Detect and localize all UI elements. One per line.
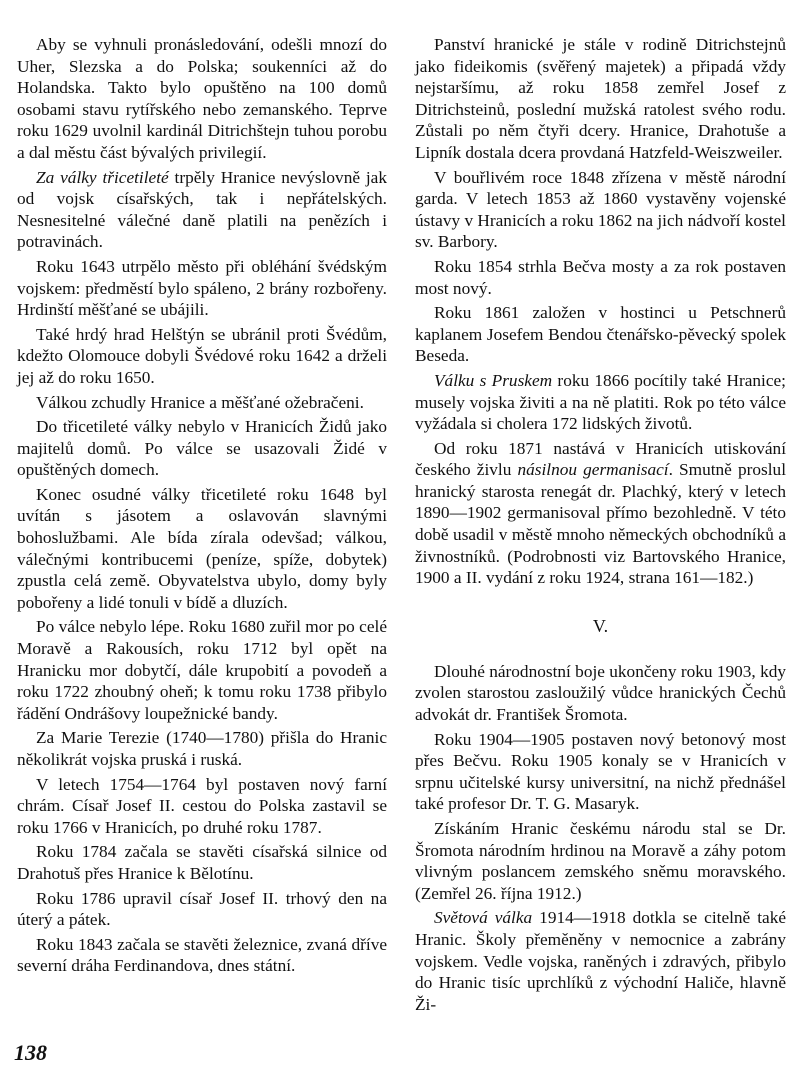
paragraph-text: trpěly Hranice nevýslovně jak od vojsk císařských, tak i nepřátelských. Nesnesitelné válečné daně platili na penězích i potravinách. — [17, 167, 387, 252]
paragraph — [415, 438, 786, 589]
paragraph — [17, 167, 387, 253]
paragraph: Aby se vyhnuli pronásledování, odešli mnozí do Uher, Slezska a do Polska; soukenníci až do Holandska. Takto bylo opuštěno na 100 domů osobami stavu rytířského nebo zemanského. Teprve roku 1629 uvolnil kardinál Ditrichštejn tuhou porobu a dal městu část bývalých privilegií. — [17, 35, 387, 162]
paragraph-text: . Smutně proslul hranický starosta renegát dr. Plachký, který v letech 1890—1902 germanisoval přímo bezohledně. V této době usadil v městě mnoho německých obchodníků a živnostníků. (Podrobnosti viz Bartovského Hranice, 1900 a II. vydání z roku 1924, strana 161—182.) — [415, 460, 786, 588]
paragraph: Válkou zchudly Hranice a měšťané ožebračeni. — [36, 392, 364, 412]
paragraph: V letech 1754—1764 byl postaven nový farní chrám. Císař Josef II. cestou do Polska zastavil se roku 1766 v Hranicích, po druhé roku 1787. — [17, 774, 387, 837]
paragraph: Roku 1904—1905 postaven nový betonový most přes Bečvu. Roku 1905 konaly se v Hranicích v srpnu učitelské kursy universitní, na nichž přednášel také profesor Dr. T. G. Masaryk. — [415, 729, 786, 814]
paragraph-text: 1914—1918 dotkla se citelně také Hranic. Školy přeměněny v nemocnice a zabrány vojskem. Vedle vojska, raněných i zdravých, přibylo do Hranic tisíc uprchlíků z východní Haliče, hlavně Ži- — [415, 908, 787, 1014]
paragraph-text: roku 1866 pocítily také Hranice; musely vojska živiti a na ně platiti. Rok po této válce vyžádala si cholera 172 lidských životů. — [415, 370, 786, 434]
paragraph: Roku 1854 strhla Bečva mosty a za rok postaven most nový. — [415, 256, 786, 298]
paragraph — [415, 907, 786, 1015]
paragraph: Do třicetileté války nebylo v Hranicích Židů jako majitelů domů. Po válce se usazovali Židé v opuštěných domech. — [17, 417, 387, 480]
italic-phrase: násilnou germanisací — [517, 460, 669, 480]
paragraph: V bouřlivém roce 1848 zřízena v městě národní garda. V letech 1853 až 1860 vystavěny vojenské ústavy v Hranicích a roku 1862 na jich nádvoří kostel sv. Barbory. — [415, 167, 786, 252]
paragraph: Roku 1843 začala se stavěti železnice, zvaná dříve severní dráha Ferdinandova, dnes státní. — [17, 934, 387, 976]
paragraph: Roku 1643 utrpělo město při obléhání švédským vojskem: předměstí bylo spáleno, 2 brány rozbořeny. Hrdinští měšťané se ubájili. — [17, 256, 387, 320]
paragraph: Konec osudné války třicetileté roku 1648 byl uvítán s jásotem a oslavován slavnými bohoslužbami. Ale bída zírala odevšad; válkou, válečnými kontribucemi (peníze, spíže, dobytek) zpustla celá země. Obyvatelstva ubylo, domy byly pobořeny a lidé tonuli v bídě a dluzích. — [17, 484, 387, 612]
right-column — [415, 34, 786, 1018]
italic-lead: Za války třicetileté — [36, 167, 169, 187]
paragraph: Dlouhé národnostní boje ukončeny roku 1903, kdy zvolen starostou zasloužilý vůdce hranických Čechů advokát dr. František Šromota. — [415, 661, 786, 725]
section-heading: V. — [592, 615, 609, 636]
paragraph — [415, 370, 786, 435]
paragraph: Roku 1786 upravil císař Josef II. trhový den na úterý a pátek. — [17, 888, 387, 930]
page-number: 138 — [14, 1040, 47, 1065]
paragraph: Panství hranické je stále v rodině Ditrichstejnů jako fideikomis (svěřený majetek) a připadá vždy nejstaršímu, až roku 1858 zemřel Josef z Ditrichsteinů, poslední mužská ratolest svého rodu. Zůstali po něm čtyři dcery. Hranice, Drahotuše a Lipník dostala dcera provdaná Hatzfeld-Weiszweiler. — [415, 35, 786, 162]
italic-lead: Válku s Pruskem — [434, 370, 553, 390]
left-column — [17, 34, 387, 980]
italic-lead: Světová válka — [434, 908, 533, 928]
paragraph: Také hrdý hrad Helštýn se ubránil proti Švédům, kdežto Olomouce dobyli Švédové roku 1642 a drželi jej až do roku 1650. — [17, 324, 387, 387]
paragraph: Po válce nebylo lépe. Roku 1680 zuřil mor po celé Moravě a Rakousích, roku 1712 byl opět na Hranicku mor dobytčí, dále krupobití a povodeň a roku 1722 zhoubný oheň; k tomu roku 1738 přibylo řádění Ondrášovy loupežnické bandy. — [17, 617, 387, 723]
paragraph: Za Marie Terezie (1740—1780) přišla do Hranic několikrát vojska pruská i ruská. — [17, 728, 387, 769]
paragraph: Roku 1861 založen v hostinci u Petschnerů kaplanem Josefem Bendou čtenářsko-pěvecký spolek Beseda. — [415, 303, 786, 366]
paragraph: Roku 1784 začala se stavěti císařská silnice od Drahotuš přes Hranice k Bělotínu. — [17, 842, 387, 883]
paragraph-text: Od roku 1871 nastává v Hranicích utiskování českého živlu — [415, 438, 786, 480]
paragraph: Získáním Hranic českému národu stal se Dr. Šromota národním hrdinou na Moravě a záhy potom vlivným poslancem zemského sněmu moravského. (Zemřel 26. října 1912.) — [415, 819, 786, 903]
